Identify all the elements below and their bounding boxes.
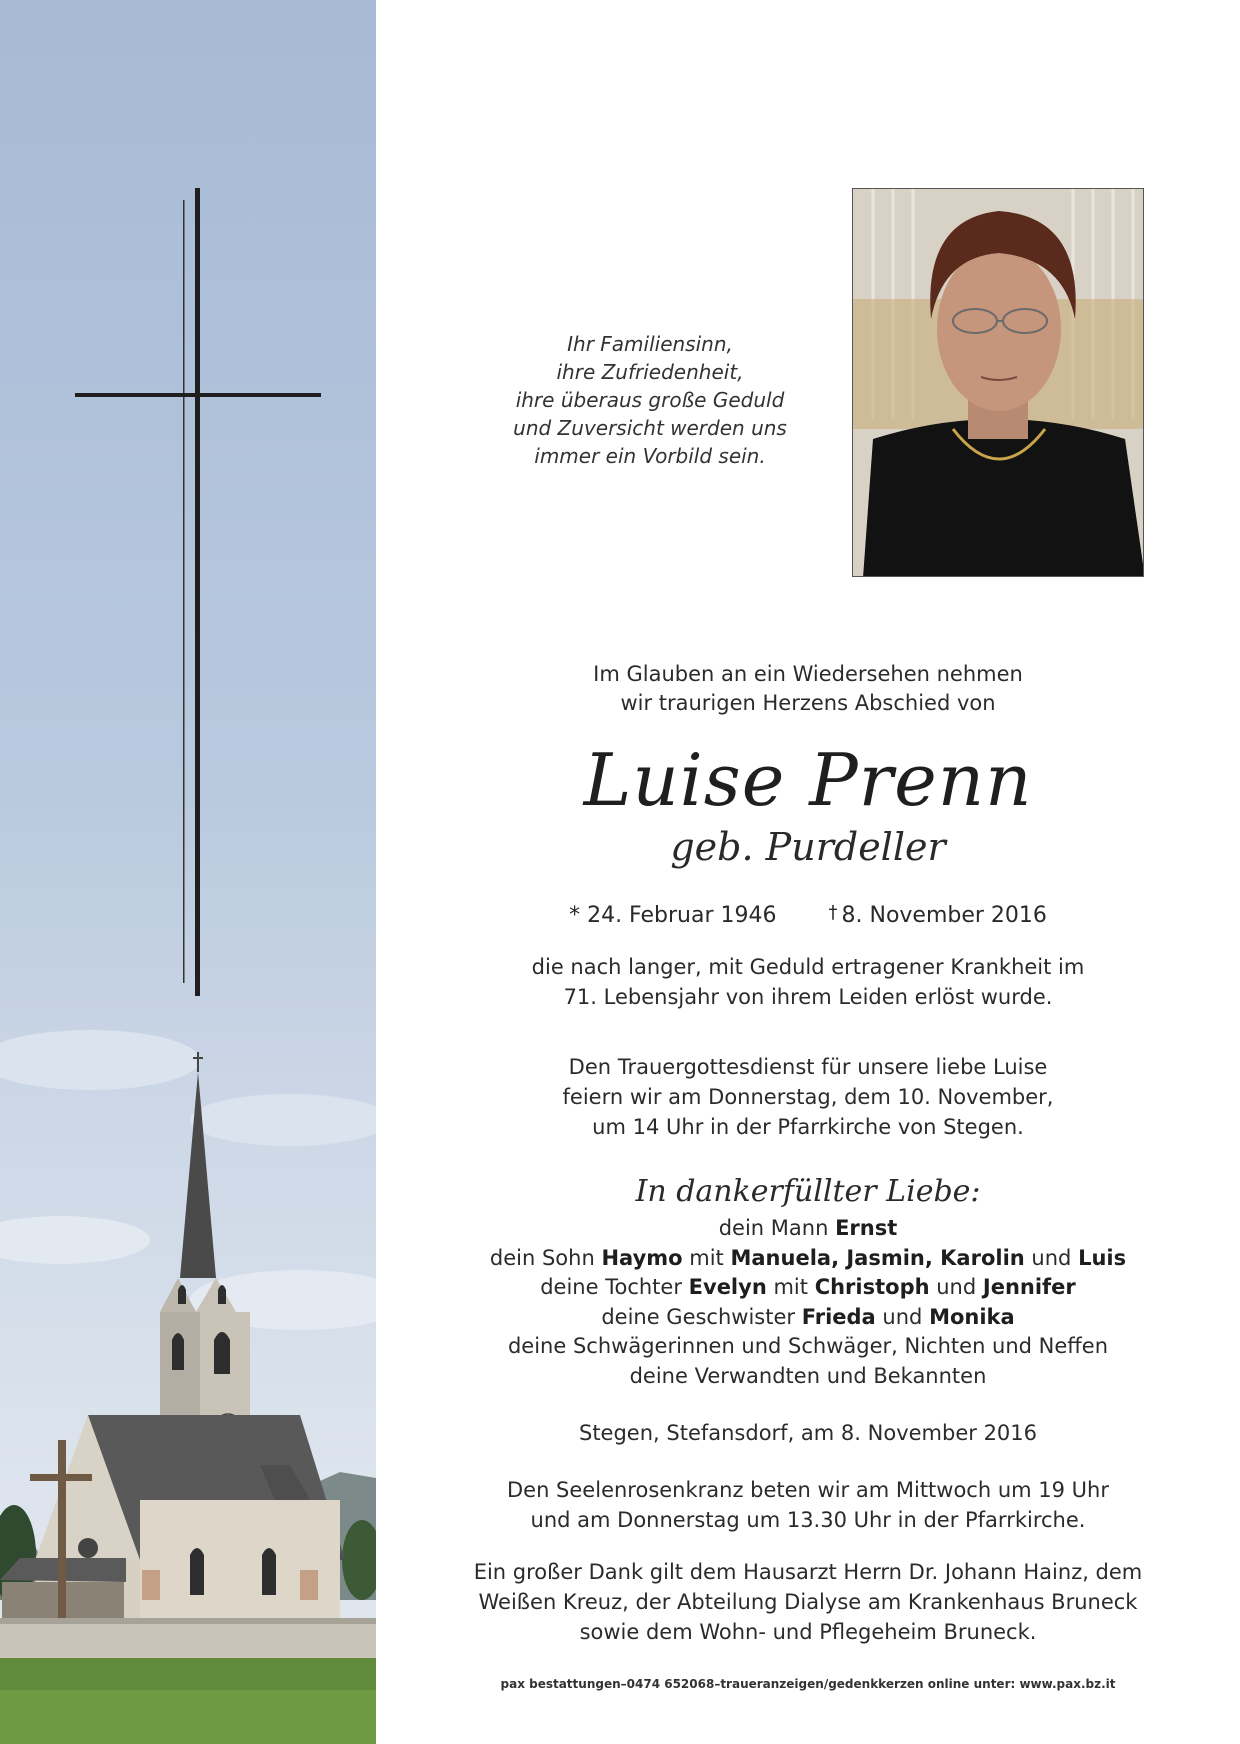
illness-line: die nach langer, mit Geduld ertragener Krankheit im — [531, 955, 1085, 979]
mourner-line-husband: dein Mann Ernst — [718, 1216, 898, 1240]
mourner-line-inlaws: deine Schwägerinnen und Schwäger, Nichten und Neffen — [507, 1334, 1109, 1358]
mourner-name: Ernst — [835, 1216, 898, 1240]
gratitude-line: Weißen Kreuz, der Abteilung Dialyse am Krankenhaus Bruneck — [478, 1590, 1138, 1614]
life-dates — [376, 898, 1240, 931]
gratitude-line: Ein großer Dank gilt dem Hausarzt Herrn Dr. Johann Hainz, dem — [473, 1560, 1143, 1584]
intro-line: wir traurigen Herzens Abschied von — [620, 691, 996, 715]
funeral-home-footer: pax bestattungen–0474 652068–traueranzeigen/gedenkkerzen online unter: www.pax.bz.it — [500, 1677, 1116, 1691]
mourner-name: Luis — [1078, 1245, 1127, 1270]
gratitude-line: sowie dem Wohn- und Pflegeheim Bruneck. — [579, 1620, 1037, 1644]
death-cross-icon: † — [828, 902, 838, 923]
funeral-line: um 14 Uhr in der Pfarrkirche von Stegen. — [592, 1115, 1024, 1139]
gratitude-text — [376, 1557, 1240, 1647]
church-landscape-illustration — [0, 0, 376, 1744]
mourners-list — [376, 1214, 1240, 1391]
intro-text — [376, 660, 1240, 718]
rosary-line: Den Seelenrosenkranz beten wir am Mittwoch um 19 Uhr — [506, 1478, 1109, 1502]
mourner-name: Manuela, Jasmin, Karolin — [730, 1245, 1025, 1270]
quote-line: Ihr Familiensinn, — [567, 332, 733, 356]
funeral-service-text — [376, 1052, 1240, 1142]
mourner-line-daughter: deine Tochter Evelyn mit Christoph und Jennifer — [540, 1275, 1076, 1299]
deceased-name: Luise Prenn — [583, 738, 1033, 822]
funeral-line: Den Trauergottesdienst für unsere liebe Luise — [568, 1055, 1048, 1079]
mourner-name: Haymo — [601, 1245, 683, 1270]
mourner-name: Christoph — [814, 1275, 930, 1299]
death-date: 8. November 2016 — [841, 903, 1047, 928]
birth-date: * 24. Februar 1946 — [569, 903, 777, 928]
mourner-line-relatives: deine Verwandten und Bekannten — [629, 1363, 987, 1388]
mourners-heading: In dankerfüllter Liebe: — [635, 1174, 981, 1209]
memorial-quote — [450, 330, 850, 470]
place-and-date: Stegen, Stefansdorf, am 8. November 2016 — [578, 1421, 1038, 1445]
mourner-name: Evelyn — [688, 1275, 767, 1299]
rosary-text — [376, 1475, 1240, 1535]
quote-line: und Zuversicht werden uns — [513, 416, 787, 440]
illness-line: 71. Lebensjahr von ihrem Leiden erlöst wurde. — [563, 985, 1053, 1009]
funeral-line: feiern wir am Donnerstag, dem 10. November, — [562, 1085, 1054, 1109]
mourner-line-son: dein Sohn Haymo mit Manuela, Jasmin, Karolin und Luis — [489, 1245, 1127, 1270]
intro-line: Im Glauben an ein Wiedersehen nehmen — [593, 662, 1023, 686]
portrait-photo — [852, 188, 1144, 577]
mourner-line-siblings: deine Geschwister Frieda und Monika — [601, 1304, 1015, 1329]
rosary-line: und am Donnerstag um 13.30 Uhr in der Pfarrkirche. — [530, 1508, 1086, 1532]
quote-line: ihre Zufriedenheit, — [556, 360, 744, 384]
mourner-name: Monika — [929, 1304, 1015, 1329]
mourner-name: Jennifer — [982, 1275, 1076, 1299]
maiden-name: geb. Purdeller — [670, 825, 946, 869]
quote-line: ihre überaus große Geduld — [515, 388, 785, 412]
illness-text — [376, 952, 1240, 1012]
quote-line: immer ein Vorbild sein. — [534, 444, 766, 468]
decorative-side-panel — [0, 0, 376, 1744]
mourner-name: Frieda — [801, 1304, 876, 1329]
